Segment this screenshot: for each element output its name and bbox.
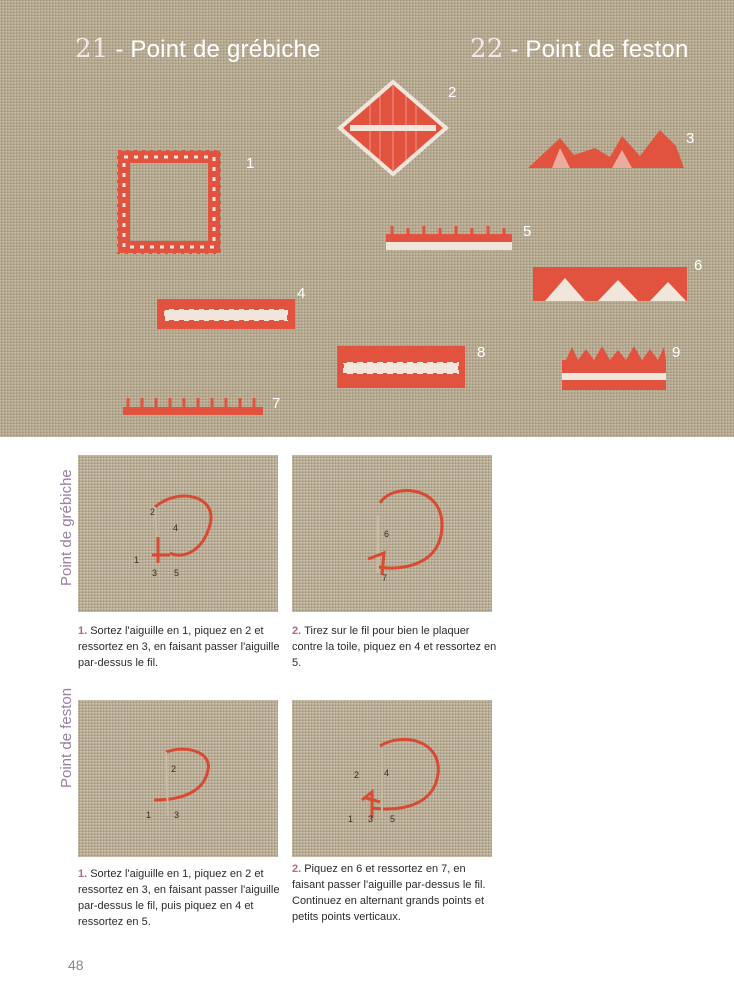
sample-7-border <box>123 398 263 415</box>
sample-9-spiked-band <box>562 346 666 390</box>
svg-text:4: 4 <box>173 523 179 533</box>
sample-number: 9 <box>672 344 681 361</box>
svg-text:2: 2 <box>150 507 156 517</box>
step-photo-feston-1 <box>78 700 278 857</box>
step-caption: 1. Sortez l'aiguille en 1, piquez en 2 et ressortez en 3, en faisant passer l'aiguille par-dessus le fil, puis piquez en 4 et ressortez en 5. <box>78 868 280 928</box>
sample-2-diamond <box>340 82 446 174</box>
sample-3-mountain-edge <box>528 130 684 168</box>
sample-5-fringe <box>386 226 512 250</box>
section-label-feston: Point de feston <box>58 687 75 788</box>
svg-text:2: 2 <box>171 764 177 774</box>
sample-number: 5 <box>523 223 532 240</box>
svg-text:3: 3 <box>152 568 158 578</box>
step-caption: 1. Sortez l'aiguille en 1, piquez en 2 et ressortez en 3, en faisant passer l'aiguille par-dessus le fil. <box>78 625 280 669</box>
svg-text:7: 7 <box>382 573 388 583</box>
section-number: 21 <box>75 34 109 64</box>
section-number: 22 <box>470 34 504 64</box>
sample-4-cross-band <box>157 299 295 329</box>
svg-text:5: 5 <box>174 568 180 578</box>
sample-number: 8 <box>477 344 486 361</box>
svg-text:5: 5 <box>390 814 396 824</box>
sample-number: 6 <box>694 257 703 274</box>
sample-number: 7 <box>272 395 281 412</box>
svg-text:3: 3 <box>368 814 374 824</box>
svg-text:2: 2 <box>354 770 360 780</box>
section-title-text: - Point de grébiche <box>115 36 321 63</box>
sample-number: 1 <box>246 155 255 172</box>
sample-number: 4 <box>297 285 306 302</box>
section-title-text: - Point de feston <box>510 36 689 63</box>
sample-number: 3 <box>686 130 695 147</box>
svg-text:1: 1 <box>348 814 354 824</box>
section-label-grebiche: Point de grébiche <box>58 469 75 586</box>
svg-text:3: 3 <box>174 810 180 820</box>
embroidery-samples <box>0 0 734 437</box>
step-caption: 2. Tirez sur le fil pour bien le plaquer contre la toile, piquez en 4 et ressortez en 5. <box>292 625 497 669</box>
step-photo-grebiche-2 <box>292 455 492 612</box>
sample-number: 2 <box>448 84 457 101</box>
step-photo-grebiche-1 <box>78 455 278 612</box>
step-photo-feston-2 <box>292 700 492 857</box>
svg-text:6: 6 <box>384 529 390 539</box>
step-caption: 2. Piquez en 6 et ressortez en 7, en faisant passer l'aiguille par-dessus le fil. Continuez en alternant grands points et petits points verticaux. <box>292 863 486 923</box>
sample-1-square-frame <box>118 151 220 253</box>
svg-text:4: 4 <box>384 768 390 778</box>
sample-8-band <box>337 346 465 388</box>
svg-text:1: 1 <box>134 555 140 565</box>
sample-6-triangle-band <box>533 267 687 301</box>
page-number: 48 <box>68 957 84 973</box>
svg-text:1: 1 <box>146 810 152 820</box>
